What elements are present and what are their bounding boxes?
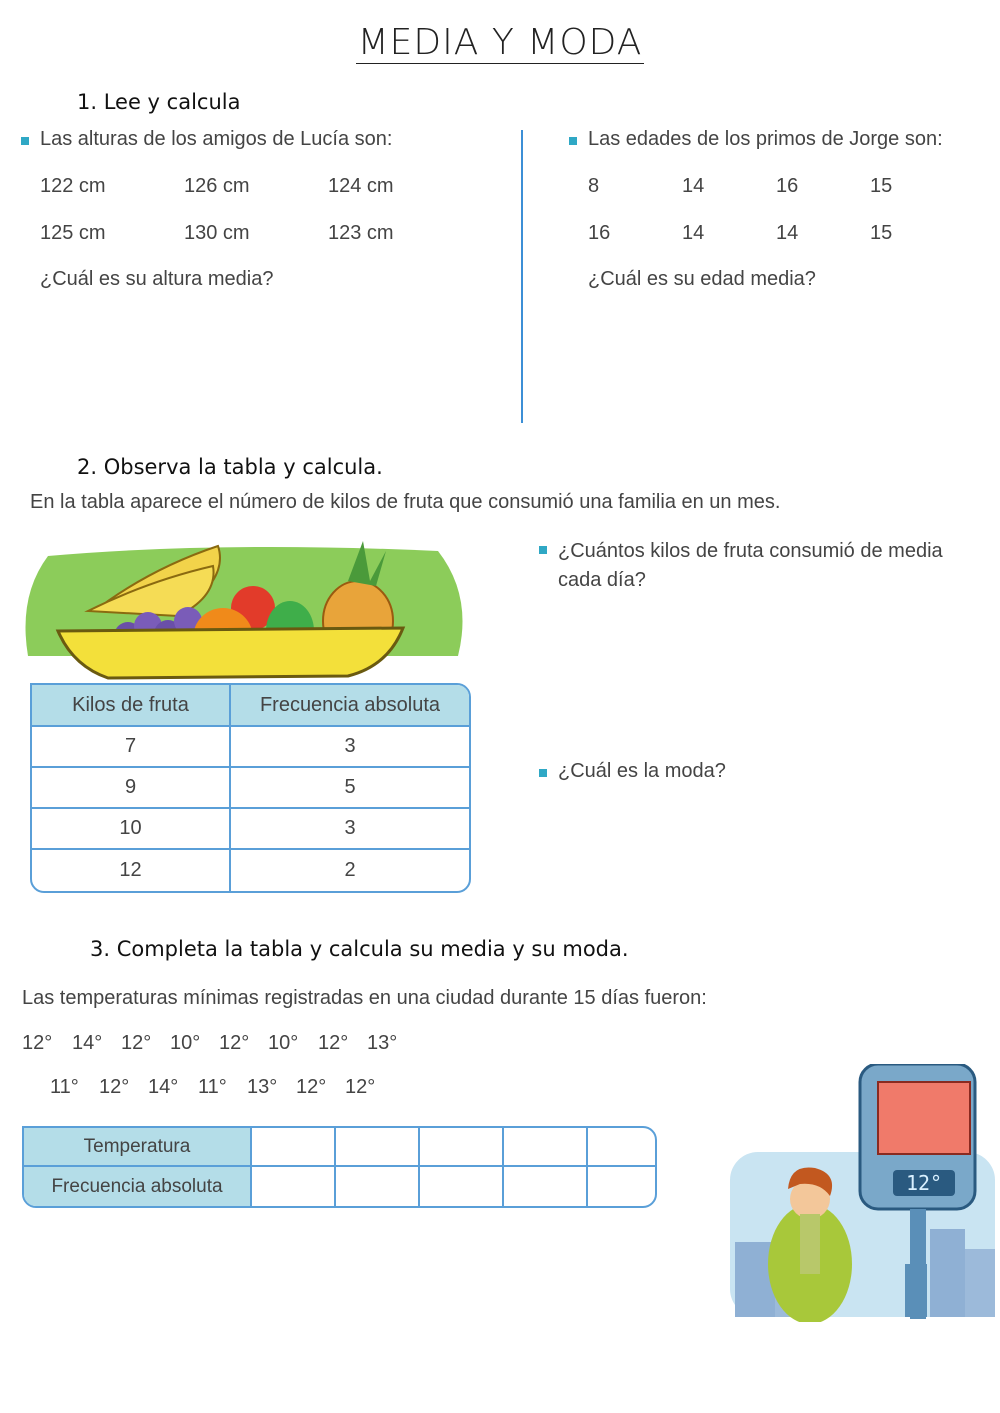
table-cell: 9 xyxy=(32,768,231,809)
section3-heading: 3. Completa la tabla y calcula su media y su moda. xyxy=(90,937,629,961)
temp-value: 14° xyxy=(148,1076,179,1098)
age-value: 15 xyxy=(870,175,893,197)
ages-intro: Las edades de los primos de Jorge son: xyxy=(588,128,943,150)
age-value: 15 xyxy=(870,222,893,244)
bullet-icon xyxy=(21,137,29,145)
bullet-icon xyxy=(539,546,547,554)
bullet-icon xyxy=(569,137,577,145)
table-row xyxy=(32,768,469,809)
thermometer-display: 12° xyxy=(905,1171,943,1195)
thermometer-illustration xyxy=(730,1064,995,1322)
temp-value: 12° xyxy=(121,1032,152,1054)
temp-value: 12° xyxy=(296,1076,327,1098)
temp-value: 13° xyxy=(247,1076,278,1098)
height-value: 126 cm xyxy=(184,175,250,197)
table-header: Frecuencia absoluta xyxy=(231,685,469,727)
table-row xyxy=(32,727,469,768)
temp-value: 11° xyxy=(198,1076,227,1098)
temp-value: 11° xyxy=(50,1076,79,1098)
temp-value: 14° xyxy=(72,1032,103,1054)
table-header: Frecuencia absoluta xyxy=(24,1167,252,1206)
temp-value: 12° xyxy=(345,1076,376,1098)
fruit-frequency-table xyxy=(30,683,471,893)
page-title: MEDIA Y MODA xyxy=(357,22,643,63)
table-cell: 3 xyxy=(231,727,469,768)
table-cell: 2 xyxy=(344,859,356,881)
fruit-question-mode: ¿Cuál es la moda? xyxy=(558,760,726,782)
empty-input-cell[interactable] xyxy=(588,1128,655,1167)
section2-heading: 2. Observa la tabla y calcula. xyxy=(77,455,383,479)
age-value: 14 xyxy=(776,222,799,244)
temp-value: 10° xyxy=(268,1032,299,1054)
section1-heading: 1. Lee y calcula xyxy=(77,90,241,114)
table-cell: 5 xyxy=(231,768,469,809)
empty-input-cell[interactable] xyxy=(420,1167,504,1206)
age-value: 14 xyxy=(682,222,705,244)
empty-input-cell[interactable] xyxy=(336,1128,420,1167)
fruit-intro: En la tabla aparece el número de kilos de fruta que consumió una familia en un mes. xyxy=(30,491,781,513)
table-row xyxy=(32,850,469,891)
ages-question: ¿Cuál es su edad media? xyxy=(588,268,816,290)
height-value: 130 cm xyxy=(184,222,250,244)
temp-value: 13° xyxy=(367,1032,398,1054)
table-cell: 7 xyxy=(32,727,231,768)
temp-value: 10° xyxy=(170,1032,201,1054)
fruit-question-mean: ¿Cuántos kilos de fruta consumió de media cada día? xyxy=(558,540,943,591)
bullet-icon xyxy=(539,769,547,777)
height-value: 125 cm xyxy=(40,222,106,244)
empty-input-cell[interactable] xyxy=(504,1128,588,1167)
fruit-basket-illustration xyxy=(18,536,470,686)
temp-value: 12° xyxy=(22,1032,53,1054)
age-value: 16 xyxy=(776,175,799,197)
height-value: 124 cm xyxy=(328,175,394,197)
empty-input-cell[interactable] xyxy=(504,1167,588,1206)
height-value: 123 cm xyxy=(328,222,394,244)
table-cell: 3 xyxy=(231,809,469,850)
empty-input-cell[interactable] xyxy=(420,1128,504,1167)
empty-input-cell[interactable] xyxy=(588,1167,655,1206)
temp-value: 12° xyxy=(318,1032,349,1054)
temp-value: 12° xyxy=(219,1032,250,1054)
table-header: Kilos de fruta xyxy=(32,685,231,727)
empty-input-cell[interactable] xyxy=(252,1128,336,1167)
height-value: 122 cm xyxy=(40,175,106,197)
age-value: 8 xyxy=(588,175,600,197)
heights-intro: Las alturas de los amigos de Lucía son: xyxy=(40,128,393,150)
heights-question: ¿Cuál es su altura media? xyxy=(40,268,274,290)
table-cell: 10 xyxy=(32,809,231,850)
age-value: 16 xyxy=(588,222,611,244)
column-divider xyxy=(521,130,523,423)
table-row xyxy=(32,809,469,850)
age-value: 14 xyxy=(682,175,705,197)
table-header: Temperatura xyxy=(24,1128,252,1167)
temperature-frequency-table xyxy=(22,1126,657,1208)
empty-input-cell[interactable] xyxy=(252,1167,336,1206)
table-cell: 12 xyxy=(32,850,231,891)
empty-input-cell[interactable] xyxy=(336,1167,420,1206)
temp-value: 12° xyxy=(99,1076,130,1098)
temps-intro: Las temperaturas mínimas registradas en una ciudad durante 15 días fueron: xyxy=(22,987,707,1009)
